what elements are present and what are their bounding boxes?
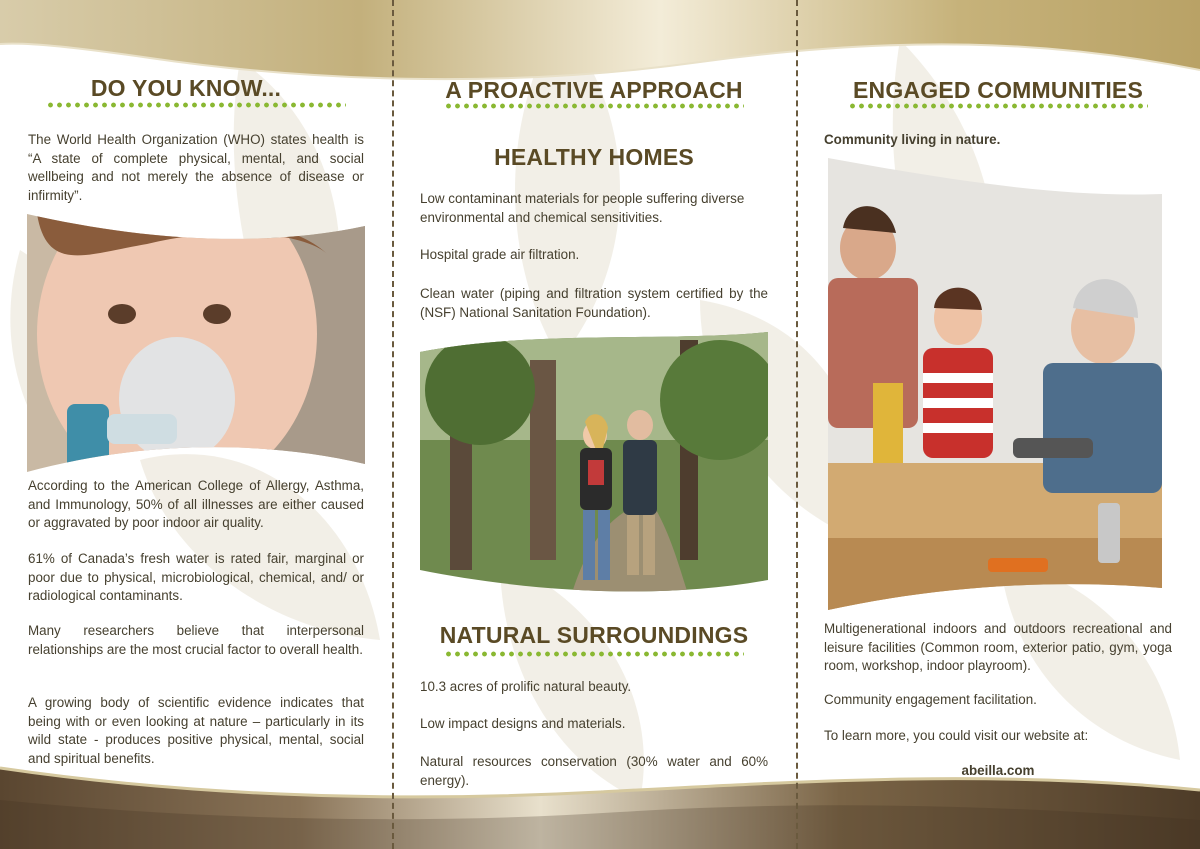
heading-healthy-homes: HEALTHY HOMES [494, 144, 694, 170]
heading-natural-surroundings: NATURAL SURROUNDINGS [439, 622, 749, 648]
low-contaminant-text: Low contaminant materials for people suffering diverse environmental and chemical sensitivities. [420, 191, 745, 225]
heading-underline-dots [444, 103, 744, 109]
engagement-text: Community engagement facilitation. [824, 692, 1037, 707]
heading-proactive-approach: A PROACTIVE APPROACH [445, 77, 743, 103]
heading-do-you-know: DO YOU KNOW... [90, 75, 282, 101]
learn-more-text: To learn more, you could visit our website at: [824, 728, 1089, 743]
forest-walk-photo [420, 330, 768, 600]
child-inhaler-photo [27, 214, 365, 472]
community-tagline: Community living in nature. [824, 132, 1001, 147]
nature-benefits-text: A growing body of scientific evidence indicates that being with or even looking at nature – particularly in its wild state - produces positive physical, mental, social and spiritual benefits. [28, 695, 364, 766]
heading-underline-dots [848, 103, 1148, 109]
relationships-text: Many researchers believe that interpersonal relationships are the most crucial factor to overall health. [28, 623, 364, 657]
fold-line-right [796, 0, 798, 849]
conservation-text: Natural resources conservation (30% water and 60% energy). [420, 754, 768, 788]
fold-line-left [392, 0, 394, 849]
heading-engaged-communities: ENGAGED COMMUNITIES [852, 77, 1144, 103]
facilities-text: Multigenerational indoors and outdoors recreational and leisure facilities (Common room, exterior patio, gym, yoga room, workshop, indoor playroom). [824, 621, 1172, 674]
website-link[interactable]: abeilla.com [961, 763, 1035, 778]
clean-water-text: Clean water (piping and filtration system certified by the (NSF) National Sanitation Foundation). [420, 286, 768, 320]
heading-underline-dots [46, 102, 346, 108]
low-impact-text: Low impact designs and materials. [420, 716, 626, 731]
heading-underline-dots [444, 651, 744, 657]
air-filtration-text: Hospital grade air filtration. [420, 247, 580, 262]
allergy-stat-text: According to the American College of Allergy, Asthma, and Immunology, 50% of all illnesses are either caused or aggravated by poor indoor air quality. [28, 478, 364, 531]
acres-text: 10.3 acres of prolific natural beauty. [420, 679, 632, 694]
family-workshop-photo [828, 158, 1162, 610]
water-stat-text: 61% of Canada’s fresh water is rated fair, marginal or poor due to physical, microbiological, chemical, and/ or radiological contaminants. [28, 551, 364, 604]
who-quote-text: The World Health Organization (WHO) states health is “A state of complete physical, mental, and social wellbeing and not merely the absence of disease or infirmity”. [28, 132, 364, 203]
